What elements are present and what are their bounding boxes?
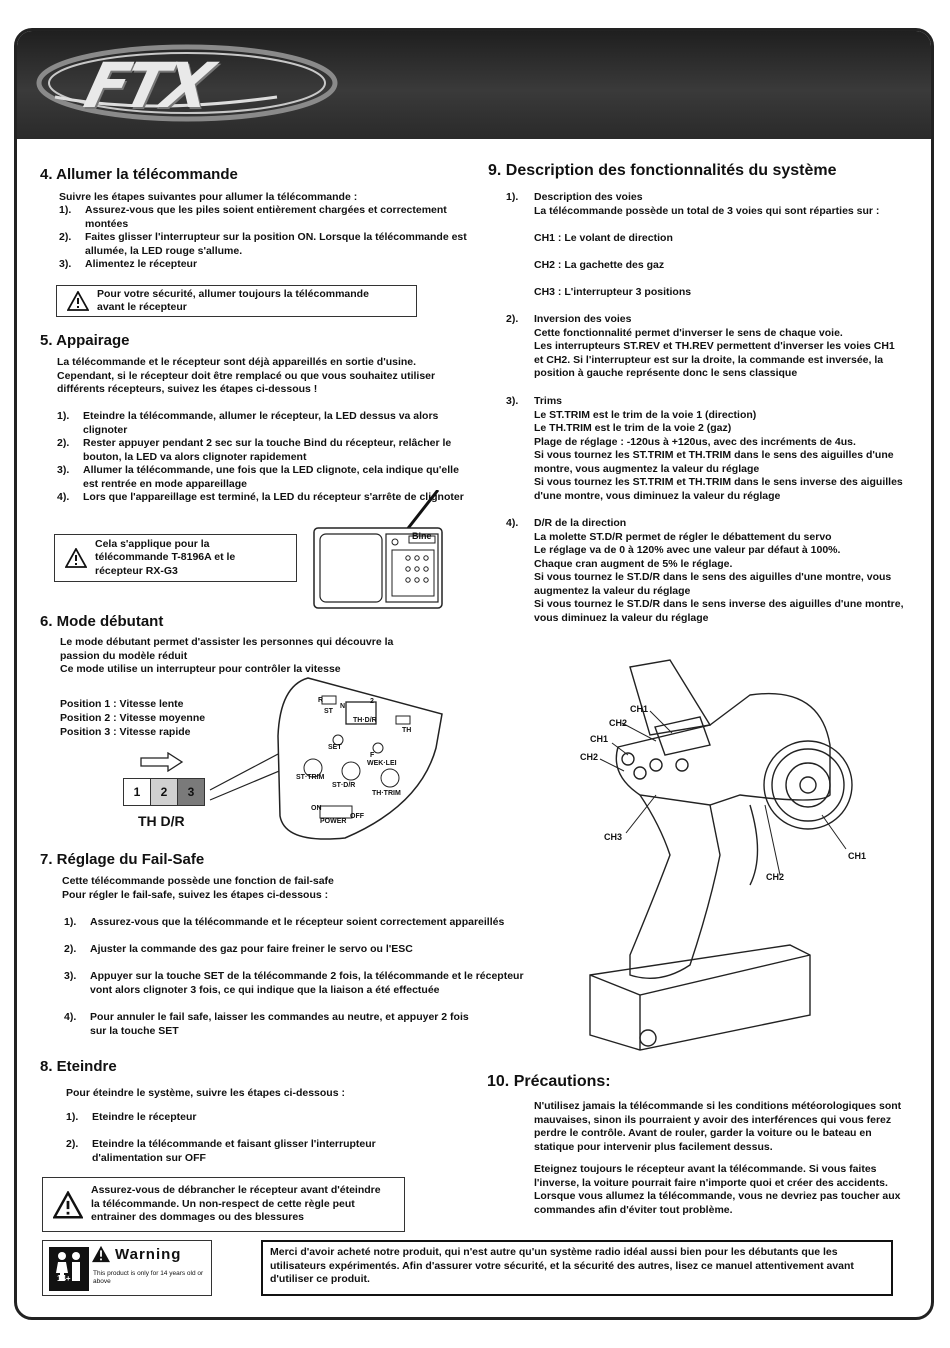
age-warning-box [42, 1240, 212, 1296]
header-banner [17, 31, 931, 139]
item-body: Cette fonctionnalité permet d'inverser le sens de chaque voie. Les interrupteurs ST.REV et TH.REV permettent d'inverser les voies CH1 et CH2. Si l'interrupteur est sur la droite, la commande est inversée, la position à gauche représente donc le sens classique [534, 326, 895, 379]
safety-warning-text: Pour votre sécurité, allumer toujours la télécommande avant le récepteur [97, 287, 369, 313]
section-8-intro: Pour éteindre le système, suivre les étapes ci-dessous : [66, 1087, 345, 1099]
panel-sttrim-label: ST·TRIM [296, 774, 325, 781]
warning-triangle-icon [65, 548, 87, 568]
step [57, 437, 469, 464]
section-5-title: 5. Appairage [40, 332, 130, 349]
section-5-intro: La télécommande et le récepteur sont déjà appareillés en sortie d'usine. Cependant, si le récepteur doit être remplacé ou que vous souhaitez utiliser différents récepteurs, suivez les étapes ci-dessous ! [57, 356, 436, 395]
section-7-intro: Cette télécommande possède une fonction de fail-safe Pour régler le fail-safe, suivez les étapes ci-dessous : [62, 875, 334, 901]
thank-you-box: Merci d'avoir acheté notre produit, qui n'est autre qu'un système radio idéal aussi bien pour les débutants que les utilisateurs expérimentés. Afin d'assurer votre sécurité, et la sécurité des autres, lisez ce manuel attentivement avant d'utiliser ce produit. [261, 1240, 893, 1296]
step-number: 4). [57, 491, 70, 503]
transmitter-illustration [560, 655, 860, 1055]
switch-position-3: 3 [177, 778, 205, 806]
section-9-title: 9. Description des fonctionnalités du système [488, 162, 837, 179]
section-4-intro: Suivre les étapes suivantes pour allumer la télécommande : [59, 191, 358, 203]
position-2: Position 2 : Vitesse moyenne [60, 712, 206, 724]
item-heading: Inversion des voies [534, 313, 632, 325]
panel-wek-label: WEK·LEI [367, 760, 397, 767]
step [59, 231, 479, 258]
item-heading: Trims [534, 395, 563, 407]
item-body: Le ST.TRIM est le trim de la voie 1 (direction) Le TH.TRIM est le trim de la voie 2 (gaz) Plage de réglage : -120us à +120us, avec des incréments de 4us. Si vous tournez les ST.TRIM et TH.TRIM dans le sens des aiguilles d'une montre, vous augmentez la valeur du réglage Si vous tournez les ST.TRIM et TH.TRIM dans le sens inverse des aiguilles d'une montre, vous diminuez la valeur du réglage [534, 408, 903, 502]
step [64, 943, 504, 957]
item-body: La molette ST.D/R permet de régler le débattement du servo Le réglage va de 0 à 120% avec une valeur par défaut à 100%. Chaque cran augment de 5% le réglage. Si vous tournez le ST.D/R dans le sens des aiguilles d'une montre, vous augmentez la valeur du réglage Si vous tournez le ST.D/R dans le sens inverse des aiguilles d'une montre, vous diminuez la valeur du réglage [534, 530, 904, 624]
step-number: 2). [66, 1138, 79, 1150]
bind-button-label: Bine [412, 531, 432, 541]
item-1 [534, 191, 914, 299]
callout-ch2-trigger: CH2 [766, 872, 785, 882]
section-8-title: 8. Eteindre [40, 1058, 117, 1075]
receiver-illustration [310, 490, 445, 612]
warning-triangle-icon [53, 1191, 83, 1219]
step-number: 1). [57, 410, 70, 422]
section-6-intro: Le mode débutant permet d'assister les personnes qui découvre la passion du modèle réduit Ce mode utilise un interrupteur pour contrôler la vitesse [60, 636, 394, 675]
section-4-steps [59, 204, 479, 272]
panel-set-label: SET [328, 744, 342, 751]
section-4-title: 4. Allumer la télécommande [40, 166, 238, 183]
logo-text: FTX [77, 49, 217, 122]
family-icon [49, 1247, 89, 1291]
warning-triangle-icon [91, 1245, 111, 1263]
shutdown-warning-text: Assurez-vous de débrancher le récepteur avant d'éteindre la télécommande. Un non-respect de cette règle peut entrainer des dommages ou des blessures [91, 1184, 381, 1224]
panel-st-label: ST [324, 708, 333, 715]
panel-off-label: OFF [350, 813, 364, 820]
step [59, 204, 479, 231]
control-panel-illustration [180, 676, 450, 846]
switch-label: TH D/R [138, 813, 185, 829]
arrow-right-icon [140, 752, 184, 772]
section-6-title: 6. Mode débutant [40, 613, 164, 630]
item-4 [534, 517, 904, 625]
step [57, 410, 469, 437]
step-text: Assurez-vous que les piles soient entièrement chargées et correctement montées [85, 204, 447, 230]
precaution-paragraph-1: N'utilisez jamais la télécommande si les conditions météorologiques sont mauvaises, sinon ils pourraient y avoir des interférences qui vous ferez perdre le contrôle. Avant de rouler, garder la voiture ou le bateau en statique pour intervenir plus facilement dessus. [534, 1100, 902, 1153]
step-number: 2). [57, 437, 70, 449]
step-number: 2). [59, 231, 72, 243]
section-10-title: 10. Précautions: [487, 1073, 611, 1090]
step-text: Ajuster la commande des gaz pour faire freiner le servo ou l'ESC [90, 943, 413, 955]
failsafe-step-3 [64, 970, 524, 997]
pairing-note-box [54, 534, 297, 582]
failsafe-step-2 [64, 943, 504, 957]
step-text: Assurez-vous que la télécommande et le récepteur soient correctement appareillés [90, 916, 505, 928]
step [64, 970, 524, 997]
item-number: 1). [506, 191, 519, 203]
panel-r-label: R [318, 697, 324, 704]
step [64, 1011, 484, 1038]
callout-ch3: CH3 [604, 832, 623, 842]
step [64, 916, 544, 930]
item-heading: D/R de la direction [534, 517, 627, 529]
step-text: Eteindre la télécommande et faisant glisser l'interrupteur d'alimentation sur OFF [92, 1138, 376, 1164]
switch-position-2: 2 [150, 778, 178, 806]
panel-on-label: ON [311, 805, 322, 812]
off-step-2 [66, 1138, 416, 1165]
step-number: 3). [57, 464, 70, 476]
failsafe-step-1 [64, 916, 544, 930]
panel-thdr-label: TH·D/R [353, 717, 377, 724]
panel-stdr-label: ST·D/R [332, 782, 356, 789]
step-text: Eteindre le récepteur [92, 1111, 197, 1123]
step [66, 1138, 416, 1165]
precaution-paragraph-2: Eteignez toujours le récepteur avant la télécommande. Si vous faites l'inverse, la voiture pourrait faire n'importe quoi et créer des accidents. Lorsque vous allumez la télécommande, vous ne devriez pas toucher aux commandes afin d'éviter tout problème. [534, 1163, 901, 1216]
panel-f-label: F [370, 752, 375, 759]
step-number: 3). [59, 258, 72, 270]
step [57, 464, 469, 491]
warning-triangle-icon [67, 291, 89, 311]
step-text: Allumer la télécommande, une fois que la LED clignote, cela indique qu'elle est rentrée en mode appareillage [83, 464, 459, 490]
item-3 [534, 395, 904, 503]
switch-position-1: 1 [123, 778, 151, 806]
step [59, 258, 479, 272]
panel-thtrim-label: TH·TRIM [372, 790, 401, 797]
step-text: Faites glisser l'interrupteur sur la position ON. Lorsque la télécommande est allumée, la LED rouge s'allume. [85, 231, 467, 257]
off-step-1 [66, 1111, 446, 1125]
item-body: La télécommande possède un total de 3 voies qui sont réparties sur : CH1 : Le volant de direction CH2 : La gachette des gaz CH3 : L'interrupteur 3 positions [534, 204, 880, 298]
step [66, 1111, 446, 1125]
step-text: Lors que l'appareillage est terminé, la LED du récepteur s'arrête de clignoter [83, 491, 464, 503]
step-text: Alimentez le récepteur [85, 258, 198, 270]
panel-power-label: POWER [320, 818, 347, 825]
panel-2-label: 2 [370, 698, 374, 705]
age-warning-title: Warning [115, 1246, 182, 1263]
age-badge: 14+ [57, 1274, 71, 1283]
step-text: Rester appuyer pendant 2 sec sur la touche Bind du récepteur, relâcher le bouton, la LED va alors clignoter rapidement [83, 437, 452, 463]
step-number: 4). [64, 1011, 77, 1023]
shutdown-warning-box [42, 1177, 405, 1232]
callout-ch1: CH1 [590, 734, 609, 744]
item-number: 4). [506, 517, 519, 529]
item-number: 2). [506, 313, 519, 325]
panel-th-label: TH [402, 727, 412, 734]
step-text: Eteindre la télécommande, allumer le récepteur, la LED dessus va alors clignoter [83, 410, 439, 436]
step-number: 1). [64, 916, 77, 928]
position-1: Position 1 : Vitesse lente [60, 698, 184, 710]
step-number: 2). [64, 943, 77, 955]
step-text: Pour annuler le fail safe, laisser les commandes au neutre, et appuyer 2 fois sur la touche SET [90, 1011, 469, 1037]
callout-ch1: CH1 [630, 704, 649, 714]
age-warning-text: This product is only for 14 years old or above [93, 1270, 204, 1285]
step-text: Appuyer sur la touche SET de la télécommande 2 fois, la télécommande et le récepteur vont alors clignoter 3 fois, ce qui indique que la liaison a été effectuée [90, 970, 524, 996]
item-number: 3). [506, 395, 519, 407]
failsafe-step-4 [64, 1011, 484, 1038]
item-heading: Description des voies [534, 191, 643, 203]
callout-ch1-wheel: CH1 [848, 851, 867, 861]
callout-ch2: CH2 [580, 752, 599, 762]
step-number: 3). [64, 970, 77, 982]
callout-ch2: CH2 [609, 718, 628, 728]
section-7-title: 7. Réglage du Fail-Safe [40, 851, 205, 868]
position-3: Position 3 : Vitesse rapide [60, 726, 191, 738]
item-2 [534, 313, 904, 381]
pairing-note-text: Cela s'applique pour la télécommande T-8196A et le récepteur RX-G3 [95, 537, 236, 577]
step-number: 1). [59, 204, 72, 216]
safety-warning-box [56, 285, 417, 317]
step-number: 1). [66, 1111, 79, 1123]
panel-n-label: N [340, 703, 346, 710]
